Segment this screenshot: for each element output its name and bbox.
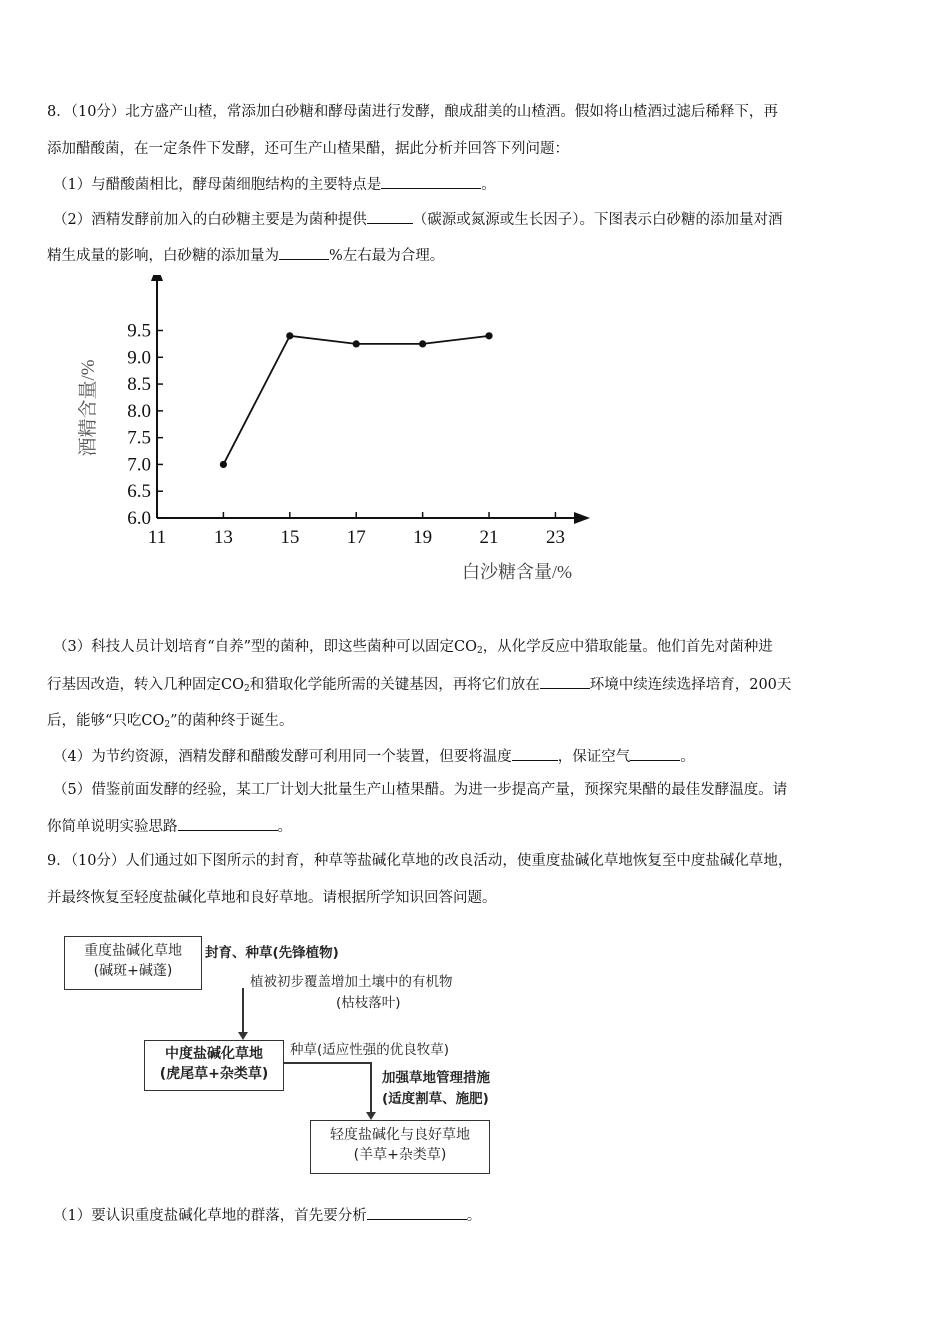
answer-blank[interactable] [512,746,558,761]
note-litter: (枯枝落叶) [336,995,401,1011]
y-tick-label: 7.0 [127,454,151,476]
light-saline-box: 轻度盐碱化与良好草地 (羊草+杂类草) [310,1120,490,1174]
y-tick-label: 6.5 [127,481,151,503]
y-tick-label: 7.5 [127,427,151,449]
y-tick-label: 8.5 [127,374,151,396]
y-tick-label: 8.0 [127,400,151,422]
q8-stem-line2: 添加醋酸菌，在一定条件下发酵，还可生产山楂果醋，据此分析并回答下列问题： [47,141,569,157]
moderate-saline-box: 中度盐碱化草地 (虎尾草+杂类草) [144,1040,284,1091]
flow-connector [284,1062,370,1064]
x-tick-label: 15 [280,527,300,548]
answer-blank[interactable] [381,174,481,189]
answer-blank[interactable] [279,245,329,260]
x-tick-label: 21 [479,527,499,548]
x-axis-label: 白沙糖含量/% [462,562,572,582]
flow-arrow [242,988,244,1036]
y-axis-label: 酒精含量/% [78,359,99,457]
y-tick-label: 6.0 [127,508,151,529]
x-tick-label: 13 [213,527,233,548]
y-axis-arrow [151,275,163,281]
note-seeding-forage: 种草(适应性强的优良牧草) [290,1042,450,1058]
data-point [220,461,227,468]
q8-part4: （4）为节约资源，酒精发酵和醋酸发酵可利用同一个装置，但要将温度 ，保证空气 。 [53,746,695,767]
q8-part3-line2: 行基因改造，转入几种固定$CO_2$和猎取化学能所需的关键基因，再将它们放在 环境中续连续选择培育，200天 [47,674,791,699]
q9-part1: （1）要认识重度盐碱化草地的群落，首先要分析 。 [53,1205,481,1226]
series-line [223,336,489,465]
data-point [286,332,293,339]
note-enclosure-seeding: 封育、种草(先锋植物) [205,945,339,961]
q8-part5-line2: 你简单说明实验思路 。 [47,816,292,837]
y-tick-label: 9.0 [127,347,151,369]
flow-arrow [370,1062,372,1114]
answer-blank[interactable] [630,746,680,761]
note-mowing-fertilizing: (适度割草、施肥) [382,1091,489,1107]
data-point [353,340,360,347]
q8-stem-line1: 8．（10分）北方盛产山楂，常添加白砂糖和酵母菌进行发酵，酿成甜美的山楂酒。假如将山楂酒过滤后稀释下，再 [47,104,778,120]
x-tick-label: 17 [346,527,366,548]
x-tick-label: 23 [545,527,565,548]
q9-stem-line1: 9．（10分）人们通过如下图所示的封育，种草等盐碱化草地的改良活动，使重度盐碱化草地恢复至中度盐碱化草地， [47,853,793,869]
severe-saline-box: 重度盐碱化草地 (碱斑+碱蓬) [64,936,202,990]
y-tick-label: 9.5 [127,320,151,342]
answer-blank[interactable] [178,816,278,831]
note-vegetation-cover: 植被初步覆盖增加土壤中的有机物 [250,974,453,990]
answer-blank[interactable] [540,674,590,689]
q8-part3-line1: （3）科技人员计划培育“自养”型的菌种，即这些菌种可以固定$CO_2$，从化学反应中猎取能量。他们首先对菌种进 [53,639,773,656]
alcohol-sugar-line-chart [60,275,600,595]
q9-stem-line2: 并最终恢复至轻度盐碱化草地和良好草地。请根据所学知识回答问题。 [47,890,497,906]
data-point [419,340,426,347]
answer-blank[interactable] [367,209,413,224]
q8-part1: （1）与醋酸菌相比，酵母菌细胞结构的主要特点是 。 [53,174,496,195]
q8-part2-line2: 精生成量的影响，白砂糖的添加量为 %左右最为合理。 [47,245,444,266]
x-tick-label: 19 [413,527,433,548]
q8-part3-line3: 后，能够“只吃$CO_2$”的菌种终于诞生。 [47,713,294,730]
x-axis-arrow [574,512,590,524]
answer-blank[interactable] [367,1205,467,1220]
q8-part5-line1: （5）借鉴前面发酵的经验，某工厂计划大批量生产山楂果醋。为进一步提高产量，预探究果醋的最佳发酵温度。请 [53,782,788,798]
q8-part2-line1: （2）酒精发酵前加入的白砂糖主要是为菌种提供 （碳源或氮源或生长因子）。下图表示白砂糖的添加量对酒 [53,209,782,230]
data-point [485,332,492,339]
x-tick-label: 11 [147,527,167,548]
note-management: 加强草地管理措施 [382,1070,490,1086]
